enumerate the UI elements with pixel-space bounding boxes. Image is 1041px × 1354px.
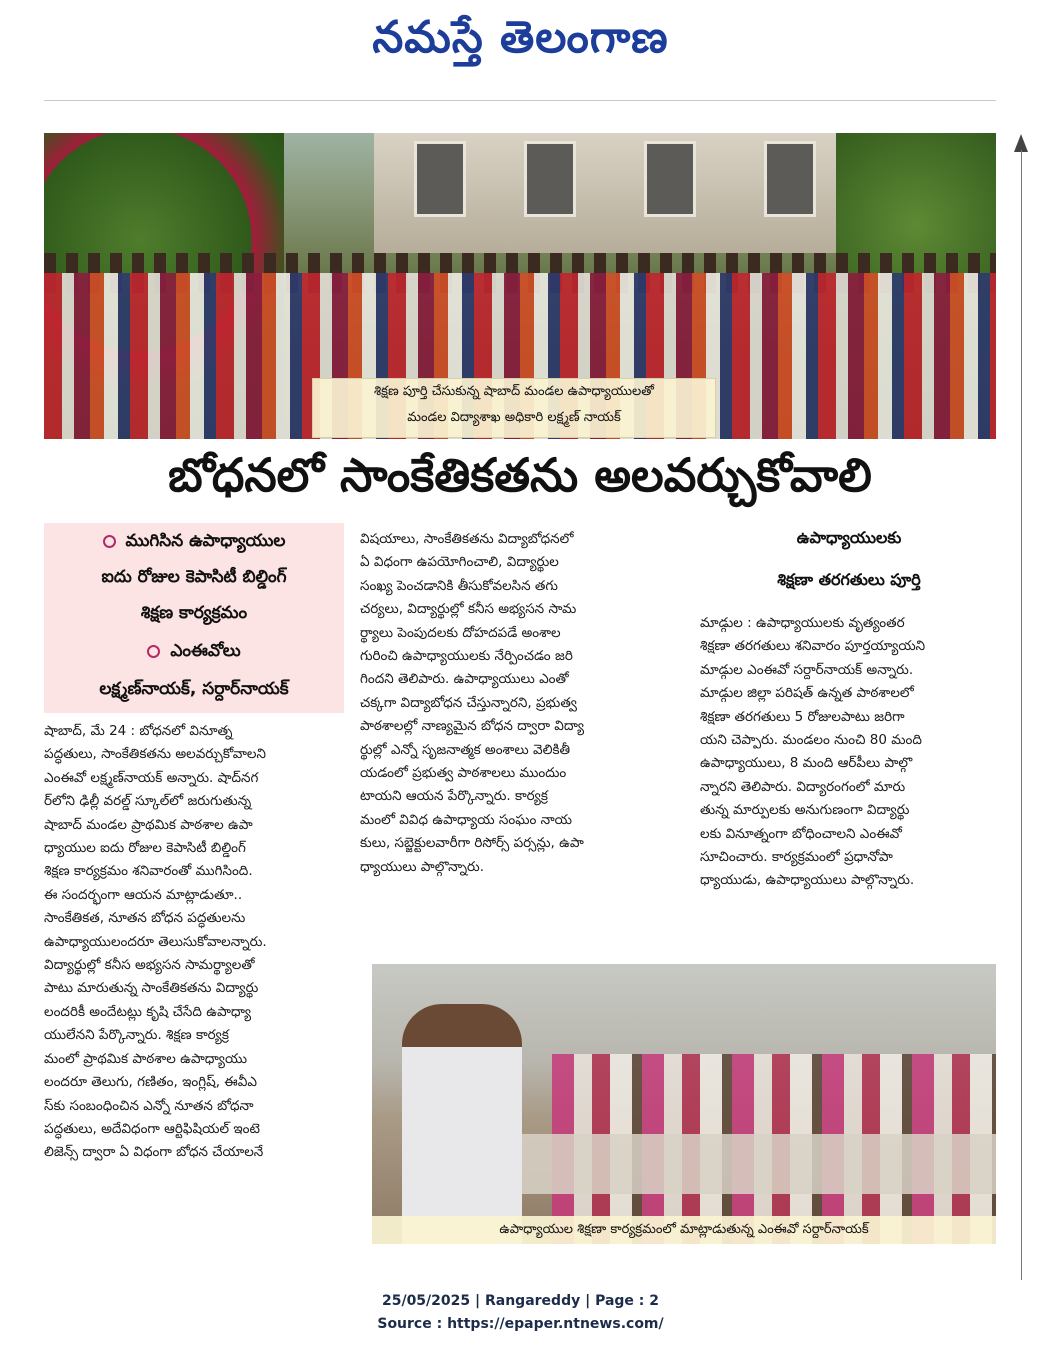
sub-headline: ఉపాధ్యాయులకు [796,528,902,547]
article-column-1 [44,720,344,1165]
text-line: ధ్యాయుల ఐదు రోజుల కెపాసిటీ బిల్డింగ్ [44,840,246,857]
article-column-3 [700,612,998,893]
text-line: లకు వినూత్నంగా బోధించాలని ఎంఈవో [700,825,902,842]
text-line: ర్‌లోని ఢిల్లీ వరల్డ్ స్కూల్‌లో జరుగుతున్న [44,793,252,810]
text-line: చర్యలు, విద్యార్థుల్లో కనీస అభ్యసన సామ [360,601,577,618]
highlight-row: ఎంఈవోలు [44,641,344,665]
classroom-photo-caption: ఉపాధ్యాయుల శిక్షణా కార్యక్రమంలో మాట్లాడుతున్న ఎంఈవో సర్దార్‌నాయక్ [372,1216,996,1244]
article-column-2 [360,528,670,879]
text-line: సూచించారు. కార్యక్రమంలో ప్రధానోపా [700,849,893,866]
text-line: పాటు మారుతున్న సాంకేతికతను విద్యార్థు [44,980,259,997]
text-line: ర్థుల్లో ఎన్నో సృజనాత్మక అంశాలు వెలికితీ [360,741,571,758]
highlight-row: లక్ష్మణ్‌నాయక్, సర్దార్‌నాయక్ [99,679,289,699]
text-line: ఉపాధ్యాయులందరూ తెలుసుకోవాలన్నారు. [44,933,267,950]
highlight-row: శిక్షణ కార్యక్రమం [140,603,248,623]
text-line: సంఖ్య పెంచడానికి తీసుకోవలసిన తగు [360,577,558,594]
text-line: యులేనని పేర్కొన్నారు. శిక్షణ కార్యక్ర [44,1027,229,1044]
text-line: యని చెప్పారు. మండలం నుంచి 80 మంది [700,732,922,749]
text-line: పాఠశాలల్లో నాణ్యమైన బోధన ద్వారా విద్యా [360,718,585,735]
bullet-icon [103,535,116,548]
text-line: శిక్షణా తరగతులు 5 రోజులపాటు జరిగా [700,708,905,725]
caption-line: శిక్షణ పూర్తి చేసుకున్న షాబాద్ మండల ఉపాధ్యాయులతో [374,384,654,399]
text-line: చక్కగా విద్యాబోధన చేస్తున్నారని, ప్రభుత్వ [360,694,577,711]
text-line: ఈ సందర్భంగా ఆయన మాట్లాడుతూ.. [44,886,243,903]
text-line: లందరూ తెలుగు, గణితం, ఇంగ్లిష్, ఈవీఎ [44,1074,257,1091]
highlight-row: ఐదు రోజుల కెపాసిటీ బిల్డింగ్ [101,567,287,587]
text-line: విద్యార్థుల్లో కనీస అభ్యసన సామర్థ్యాలతో [44,957,255,974]
article-headline: బోధనలో సాంకేతికతను అలవర్చుకోవాలి [168,448,872,502]
text-line: గురించి ఉపాధ్యాయులకు నేర్పించడం జరి [360,648,573,665]
text-line: లందరికీ అందేటట్లు కృషి చేసేది ఉపాధ్యా [44,1003,252,1020]
text-line: ధ్యాయులు పాల్గొన్నారు. [360,858,485,875]
text-line: న్నారని తెలిపారు. విద్యారంగంలో మారు [700,778,906,795]
text-line: మాడ్గుల ఎంఈవో సర్దార్‌నాయక్ అన్నారు. [700,661,914,678]
text-line: ధ్యాయుడు, ఉపాధ్యాయులు పాల్గొన్నారు. [700,872,915,889]
text-line: కులు, సబ్జెక్టులవారీగా రిసోర్స్ పర్సన్లు, ఉపా [360,835,584,852]
text-line: ఉపాధ్యాయులు, 8 మంది ఆర్‌పీలు పాల్గొ [700,755,913,772]
sub-headline: శిక్షణా తరగతులు పూర్తి [777,570,921,589]
text-line: మంలో ప్రాథమిక పాఠశాల ఉపాధ్యాయు [44,1050,248,1067]
text-line: ఏ విధంగా ఉపయోగించాలి, విద్యార్థుల [360,554,559,571]
text-line: మాడ్గుల జిల్లా పరిషత్ ఉన్నత పాఠశాలలో [700,685,914,702]
page-edge-line [1021,150,1022,1280]
text-line: పద్ధతులు, అదేవిధంగా ఆర్టిఫిషియల్ ఇంటె [44,1120,260,1137]
newspaper-masthead [0,12,1041,74]
text-line: స్‌కు సంబంధించిన ఎన్నో నూతన బోధనా [44,1097,254,1114]
text-line: సాంకేతికత, నూతన బోధన పద్ధతులను [44,910,246,927]
text-line: షాబాద్ మండల ప్రాథమిక పాఠశాల ఉపా [44,816,253,833]
highlight-row: ముగిసిన ఉపాధ్యాయుల [44,531,344,555]
highlights-box [44,523,344,713]
text-line: శిక్షణ కార్యక్రమం శనివారంతో ముగిసింది. [44,863,253,880]
text-line: ఎంఈవో లక్ష్మణ్‌నాయక్ అన్నారు. షాద్‌నగ [44,769,259,786]
text-line: ర్థ్యాలు పెంపుదలకు దోహదపడే అంశాల [360,624,561,641]
bullet-icon [147,645,160,658]
masthead-divider [44,100,996,101]
group-photo-caption [312,378,716,438]
text-line: యడంలో ప్రభుత్వ పాఠశాలలు ముందుం [360,765,567,782]
footer-source-line: Source : https://epaper.ntnews.com/ [377,1316,664,1332]
masthead-title: నమస్తే తెలంగాణ [372,12,669,63]
footer-date-line: 25/05/2025 | Rangareddy | Page : 2 [381,1293,660,1309]
text-line: గిందని తెలిపారు. ఉపాధ్యాయులు ఎంతో [360,671,569,688]
text-line: షాబాద్, మే 24 : బోధనలో వినూత్న [44,723,233,739]
text-line: తున్న మార్పులకు అనుగుణంగా విద్యార్థు [700,802,910,819]
text-line: శిక్షణా తరగతులు శనివారం పూర్తయ్యాయని [700,638,926,655]
classroom-photo [372,964,996,1244]
text-line: మాడ్గుల : ఉపాధ్యాయులకు వృత్యంతర [700,615,905,631]
text-line: టాయని ఆయన పేర్కొన్నారు. కార్యక్ర [360,788,548,805]
text-line: పద్ధతులు, సాంకేతికతను అలవర్చుకోవాలని [44,746,266,763]
text-line: విషయాలు, సాంకేతికతను విద్యాబోధనలో [360,531,574,547]
text-line: లిజెన్స్ ద్వారా ఏ విధంగా బోధన చేయాలనే [44,1144,264,1161]
caption-line: మండల విద్యాశాఖ అధికారి లక్ష్మణ్ నాయక్ [407,410,621,425]
text-line: మంలో వివిధ ఉపాధ్యాయ సంఘం నాయ [360,811,573,828]
